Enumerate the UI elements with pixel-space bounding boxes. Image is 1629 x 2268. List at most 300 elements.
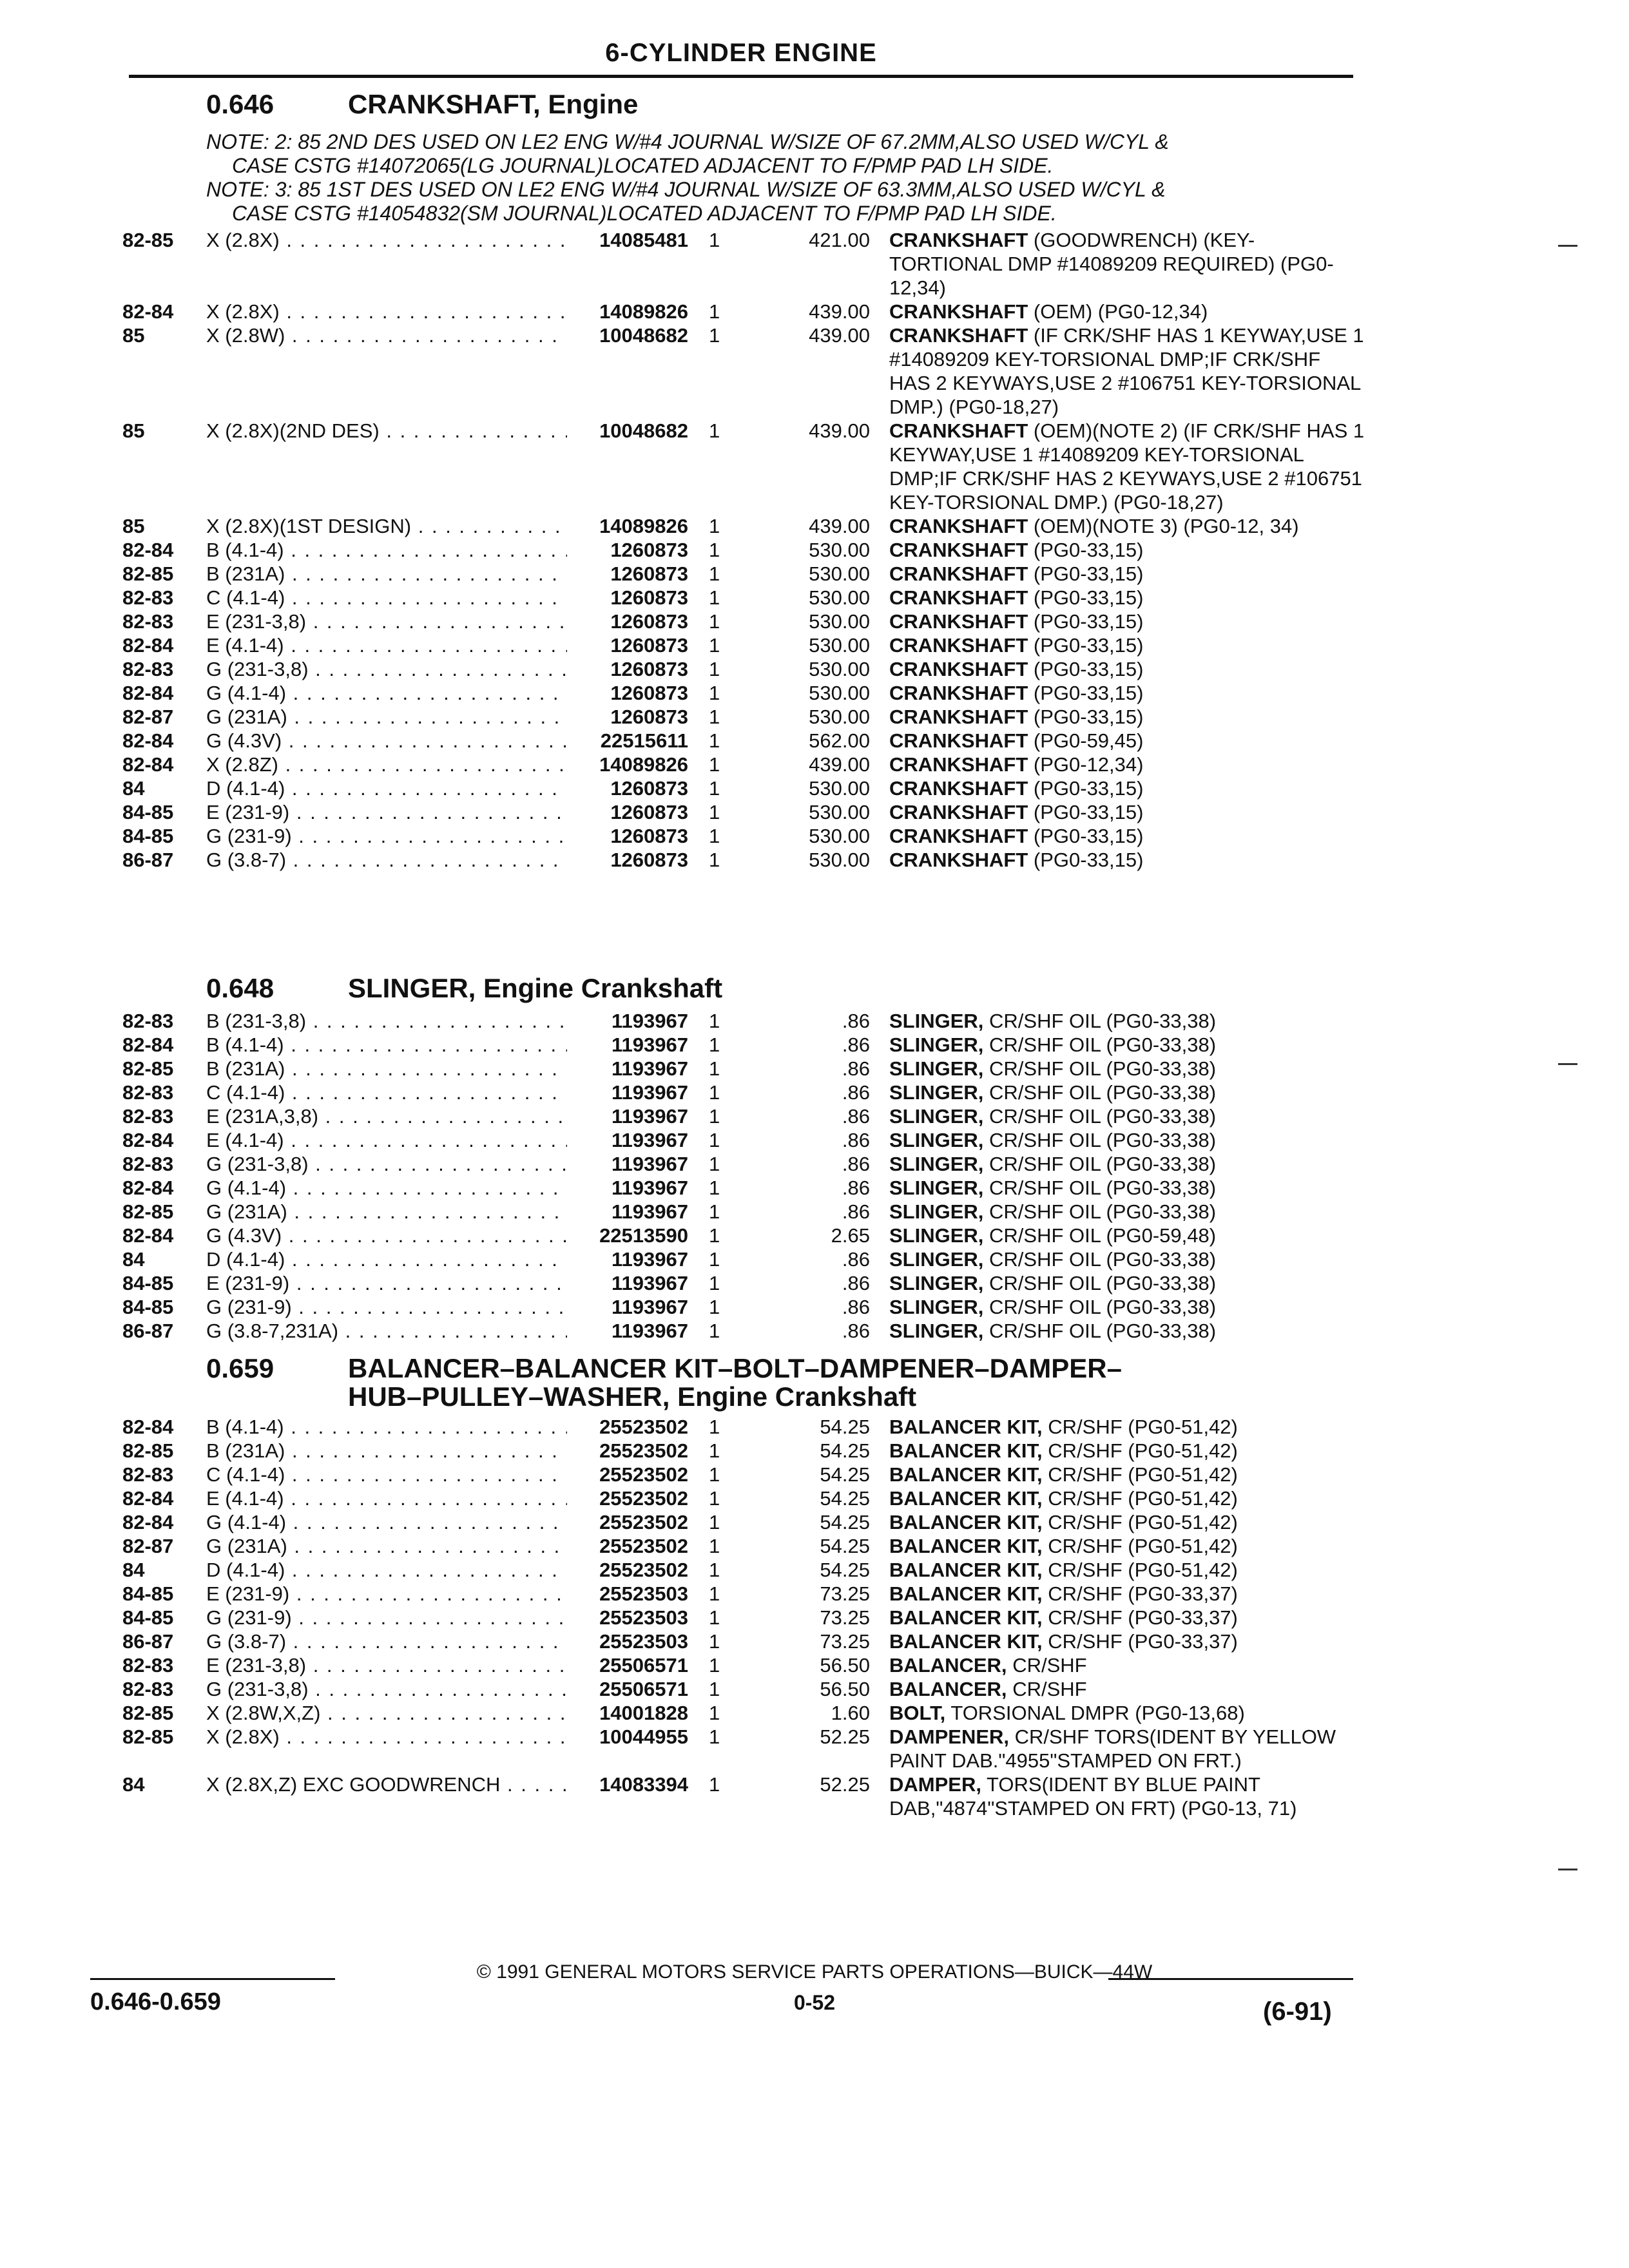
- quantity: 1: [709, 634, 720, 657]
- model-code-text: G (231-3,8) . . .: [206, 1153, 631, 1175]
- model-years: 86-87: [122, 1320, 174, 1342]
- part-description: [889, 1081, 1366, 1104]
- part-description: [889, 824, 1366, 848]
- part-number: 1260873: [567, 705, 688, 729]
- quantity: 1: [709, 1773, 720, 1796]
- parts-table: [77, 228, 1379, 872]
- table-row: [77, 1033, 1379, 1057]
- price: 439.00: [809, 419, 870, 442]
- quantity: 1: [709, 1081, 720, 1104]
- quantity: 1: [709, 539, 720, 561]
- table-row: [77, 1295, 1379, 1319]
- quantity: 1: [709, 1439, 720, 1462]
- quantity: 1: [709, 1296, 720, 1318]
- part-remarks: (PG0-33,15): [1033, 562, 1144, 585]
- price: .86: [842, 1320, 870, 1342]
- model-code-text: B (4.1-4) . . .: [206, 1033, 631, 1056]
- price: 562.00: [809, 729, 870, 752]
- part-description: [889, 1033, 1366, 1057]
- part-description: [889, 1295, 1366, 1319]
- table-row: [77, 729, 1379, 753]
- header-rule: [129, 75, 1353, 78]
- quantity: 1: [709, 1654, 720, 1677]
- part-number: 1193967: [567, 1200, 688, 1224]
- quantity: 1: [709, 777, 720, 800]
- part-description: [889, 323, 1366, 419]
- part-remarks: (PG0-12,34): [1033, 753, 1144, 776]
- price: 73.25: [820, 1582, 870, 1605]
- model-code-text: E (4.1-4) . . .: [206, 1129, 631, 1151]
- footer-page-number: 0-52: [793, 1991, 836, 2014]
- table-row: [77, 1677, 1379, 1701]
- quantity: 1: [709, 1725, 720, 1748]
- table-row: [77, 1534, 1379, 1558]
- model-years: 82-87: [122, 706, 174, 728]
- part-description: [889, 1439, 1366, 1463]
- part-number: 25523503: [567, 1606, 688, 1629]
- table-row: [77, 1224, 1379, 1247]
- model-years: 82-84: [122, 1129, 174, 1151]
- part-remarks: TORSIONAL DMPR (PG0-13,68): [950, 1702, 1245, 1724]
- model-years: 82-84: [122, 539, 174, 561]
- quantity: 1: [709, 562, 720, 585]
- table-row: [77, 1057, 1379, 1081]
- model-code-text: X (2.8X,Z) EXC GOODWRENCH . . .: [206, 1773, 631, 1796]
- model-code-text: E (231-9) . . .: [206, 1582, 631, 1605]
- table-row: [77, 1200, 1379, 1224]
- model-years: 86-87: [122, 849, 174, 871]
- price: .86: [842, 1153, 870, 1175]
- part-number: 1193967: [567, 1247, 688, 1271]
- price: 530.00: [809, 801, 870, 823]
- model-code-text: G (231-9) . . .: [206, 825, 631, 847]
- model-code-text: C (4.1-4) . . .: [206, 1463, 631, 1486]
- part-remarks: CR/SHF OIL (PG0-33,38): [989, 1153, 1217, 1175]
- part-description: [889, 1463, 1366, 1486]
- part-description: [889, 1152, 1366, 1176]
- price: 54.25: [820, 1487, 870, 1510]
- model-years: 82-85: [122, 1725, 174, 1748]
- table-row: [77, 753, 1379, 776]
- part-name: CRANKSHAFT: [889, 562, 1028, 585]
- table-row: [77, 1510, 1379, 1534]
- model-code-text: B (231A) . . .: [206, 1057, 631, 1080]
- quantity: 1: [709, 1630, 720, 1653]
- model-years: 86-87: [122, 1630, 174, 1653]
- model-years: 82-87: [122, 1535, 174, 1557]
- part-number: 1193967: [567, 1152, 688, 1176]
- price: 530.00: [809, 682, 870, 704]
- part-number: 1193967: [567, 1009, 688, 1033]
- price: 54.25: [820, 1463, 870, 1486]
- part-name: CRANKSHAFT: [889, 539, 1028, 561]
- footer-range: 0.646-0.659: [90, 1988, 221, 2015]
- quantity: 1: [709, 610, 720, 633]
- price: 530.00: [809, 586, 870, 609]
- part-number: 14089826: [567, 753, 688, 776]
- part-description: [889, 1486, 1366, 1510]
- part-description: [889, 1606, 1366, 1629]
- model-code-text: E (231-9) . . .: [206, 1272, 631, 1294]
- part-number: 22513590: [567, 1224, 688, 1247]
- part-name: BALANCER KIT,: [889, 1535, 1043, 1557]
- model-code-text: B (231-3,8) . . .: [206, 1010, 631, 1032]
- table-row: [77, 228, 1379, 300]
- part-name: BALANCER KIT,: [889, 1439, 1043, 1462]
- price: 530.00: [809, 849, 870, 871]
- table-row: [77, 514, 1379, 538]
- price: .86: [842, 1177, 870, 1199]
- part-description: [889, 1653, 1366, 1677]
- part-name: BALANCER KIT,: [889, 1559, 1043, 1581]
- section-balancer: [77, 1353, 1379, 1820]
- part-remarks: (PG0-33,15): [1033, 849, 1144, 871]
- quantity: 1: [709, 1224, 720, 1247]
- part-name: DAMPENER,: [889, 1725, 1010, 1748]
- quantity: 1: [709, 801, 720, 823]
- part-name: CRANKSHAFT: [889, 324, 1028, 347]
- part-remarks: CR/SHF OIL (PG0-33,38): [989, 1320, 1217, 1342]
- table-row: [77, 1606, 1379, 1629]
- part-description: [889, 1510, 1366, 1534]
- note-line: NOTE: 3: 85 1ST DES USED ON LE2 ENG W/#4 JOURNAL W/SIZE OF 63.3MM,ALSO USED W/CYL &: [206, 178, 1166, 201]
- part-number: 14083394: [567, 1773, 688, 1796]
- table-row: [77, 1582, 1379, 1606]
- margin-mark: [1558, 245, 1577, 247]
- price: .86: [842, 1033, 870, 1056]
- part-name: SLINGER,: [889, 1320, 984, 1342]
- quantity: 1: [709, 1678, 720, 1700]
- table-row: [77, 1701, 1379, 1725]
- part-remarks: (PG0-33,15): [1033, 777, 1144, 800]
- model-code-text: G (3.8-7) . . .: [206, 1630, 631, 1653]
- part-number: 1260873: [567, 657, 688, 681]
- part-name: BALANCER KIT,: [889, 1582, 1043, 1605]
- section-slinger: [77, 973, 1379, 1343]
- part-name: BALANCER KIT,: [889, 1463, 1043, 1486]
- model-years: 84: [122, 1248, 145, 1271]
- part-remarks: (OEM) (PG0-12,34): [1033, 300, 1208, 323]
- part-number: 1260873: [567, 800, 688, 824]
- note-line: CASE CSTG #14054832(SM JOURNAL)LOCATED ADJACENT TO F/PMP PAD LH SIDE.: [232, 202, 1057, 225]
- part-description: [889, 562, 1366, 586]
- model-code-text: D (4.1-4) . . .: [206, 1559, 631, 1581]
- part-description: [889, 776, 1366, 800]
- quantity: 1: [709, 825, 720, 847]
- table-row: [77, 1128, 1379, 1152]
- part-remarks: (GOODWRENCH) (KEY-TORTIONAL DMP #14089209 REQUIRED) (PG0-12,34): [889, 229, 1334, 299]
- part-name: DAMPER,: [889, 1773, 981, 1796]
- section-number: 0.646: [206, 89, 275, 119]
- model-years: 82-84: [122, 1224, 174, 1247]
- part-number: 14089826: [567, 514, 688, 538]
- part-remarks: CR/SHF (PG0-33,37): [1048, 1630, 1238, 1653]
- part-name: BALANCER,: [889, 1678, 1007, 1700]
- part-number: 1260873: [567, 610, 688, 633]
- part-name: SLINGER,: [889, 1296, 984, 1318]
- part-remarks: CR/SHF OIL (PG0-33,38): [989, 1057, 1217, 1080]
- part-description: [889, 538, 1366, 562]
- quantity: 1: [709, 753, 720, 776]
- part-remarks: CR/SHF OIL (PG0-33,38): [989, 1248, 1217, 1271]
- model-years: 82-84: [122, 1177, 174, 1199]
- model-code-text: C (4.1-4) . . .: [206, 1081, 631, 1104]
- note-line: CASE CSTG #14072065(LG JOURNAL)LOCATED ADJACENT TO F/PMP PAD LH SIDE.: [232, 154, 1054, 177]
- part-name: SLINGER,: [889, 1057, 984, 1080]
- part-description: [889, 1773, 1366, 1820]
- table-row: [77, 1486, 1379, 1510]
- quantity: 1: [709, 1582, 720, 1605]
- part-number: 10048682: [567, 323, 688, 347]
- model-years: 82-85: [122, 1702, 174, 1724]
- part-remarks: CR/SHF OIL (PG0-33,38): [989, 1129, 1217, 1151]
- part-name: CRANKSHAFT: [889, 801, 1028, 823]
- table-row: [77, 1152, 1379, 1176]
- part-description: [889, 1677, 1366, 1701]
- part-number: 1260873: [567, 824, 688, 848]
- part-number: 1260873: [567, 538, 688, 562]
- section-title-continued: HUB–PULLEY–WASHER, Engine Crankshaft: [348, 1381, 917, 1412]
- part-name: CRANKSHAFT: [889, 777, 1028, 800]
- model-code-text: X (2.8W,X,Z) . . .: [206, 1702, 631, 1724]
- quantity: 1: [709, 1105, 720, 1128]
- price: 54.25: [820, 1439, 870, 1462]
- part-number: 10048682: [567, 419, 688, 443]
- part-name: SLINGER,: [889, 1129, 984, 1151]
- model-code-text: E (231-9) . . .: [206, 801, 631, 823]
- part-number: 25523502: [567, 1439, 688, 1463]
- table-row: [77, 1081, 1379, 1104]
- part-description: [889, 586, 1366, 610]
- part-number: 1193967: [567, 1319, 688, 1343]
- price: .86: [842, 1248, 870, 1271]
- part-number: 10044955: [567, 1725, 688, 1749]
- quantity: 1: [709, 1248, 720, 1271]
- model-years: 85: [122, 515, 145, 537]
- part-name: BALANCER KIT,: [889, 1630, 1043, 1653]
- model-code-text: G (231-3,8) . . .: [206, 1678, 631, 1700]
- table-row: [77, 610, 1379, 633]
- part-description: [889, 1582, 1366, 1606]
- part-description: [889, 419, 1366, 514]
- part-remarks: CR/SHF (PG0-51,42): [1048, 1559, 1238, 1581]
- part-remarks: (PG0-33,15): [1033, 610, 1144, 633]
- quantity: 1: [709, 1272, 720, 1294]
- price: 52.25: [820, 1725, 870, 1748]
- part-description: [889, 1534, 1366, 1558]
- part-description: [889, 228, 1366, 300]
- part-name: SLINGER,: [889, 1248, 984, 1271]
- model-code-text: G (4.1-4) . . .: [206, 1177, 631, 1199]
- model-code-text: G (231A) . . .: [206, 1535, 631, 1557]
- table-row: [77, 800, 1379, 824]
- price: 439.00: [809, 300, 870, 323]
- model-years: 82-84: [122, 729, 174, 752]
- price: 1.60: [831, 1702, 870, 1724]
- price: 530.00: [809, 658, 870, 680]
- section-notes: [206, 130, 1379, 226]
- model-years: 82-84: [122, 1487, 174, 1510]
- model-years: 82-83: [122, 586, 174, 609]
- part-remarks: (PG0-33,15): [1033, 706, 1144, 728]
- part-remarks: CR/SHF (PG0-51,42): [1048, 1487, 1238, 1510]
- model-code-text: G (4.1-4) . . .: [206, 1511, 631, 1533]
- model-code-text: G (3.8-7) . . .: [206, 849, 631, 871]
- part-remarks: (PG0-33,15): [1033, 634, 1144, 657]
- part-description: [889, 753, 1366, 776]
- part-remarks: CR/SHF OIL (PG0-33,38): [989, 1033, 1217, 1056]
- model-code-text: G (4.1-4) . . .: [206, 682, 631, 704]
- part-description: [889, 1701, 1366, 1725]
- price: .86: [842, 1057, 870, 1080]
- part-name: SLINGER,: [889, 1272, 984, 1294]
- part-number: 25523503: [567, 1582, 688, 1606]
- part-number: 25506571: [567, 1653, 688, 1677]
- table-row: [77, 323, 1379, 419]
- model-years: 82-85: [122, 562, 174, 585]
- model-years: 82-83: [122, 1678, 174, 1700]
- model-code-text: X (2.8X)(2ND DES) . . .: [206, 419, 631, 442]
- part-remarks: (PG0-33,15): [1033, 682, 1144, 704]
- part-name: BALANCER KIT,: [889, 1487, 1043, 1510]
- table-row: [77, 562, 1379, 586]
- model-code-text: B (4.1-4) . . .: [206, 539, 631, 561]
- part-remarks: CR/SHF OIL (PG0-33,38): [989, 1177, 1217, 1199]
- part-number: 25523502: [567, 1463, 688, 1486]
- table-row: [77, 1463, 1379, 1486]
- part-remarks: CR/SHF OIL (PG0-33,38): [989, 1200, 1217, 1223]
- price: 421.00: [809, 229, 870, 251]
- part-name: BOLT,: [889, 1702, 946, 1724]
- part-number: 1260873: [567, 776, 688, 800]
- table-row: [77, 1653, 1379, 1677]
- model-code-text: G (4.3V) . . .: [206, 1224, 631, 1247]
- model-years: 84-85: [122, 1296, 174, 1318]
- quantity: 1: [709, 1320, 720, 1342]
- part-number: 1193967: [567, 1104, 688, 1128]
- note-line: NOTE: 2: 85 2ND DES USED ON LE2 ENG W/#4 JOURNAL W/SIZE OF 67.2MM,ALSO USED W/CYL &: [206, 130, 1169, 153]
- page-title: 6-CYLINDER ENGINE: [605, 39, 877, 67]
- part-description: [889, 848, 1366, 872]
- model-years: 82-84: [122, 682, 174, 704]
- part-name: CRANKSHAFT: [889, 849, 1028, 871]
- model-code-text: G (4.3V) . . .: [206, 729, 631, 752]
- quantity: 1: [709, 1057, 720, 1080]
- part-name: CRANKSHAFT: [889, 515, 1028, 537]
- part-number: 25523502: [567, 1415, 688, 1439]
- table-row: [77, 657, 1379, 681]
- section-title: BALANCER–BALANCER KIT–BOLT–DAMPENER–DAMPER–: [348, 1353, 1122, 1383]
- model-code-text: G (3.8-7,231A) . . .: [206, 1320, 631, 1342]
- part-name: CRANKSHAFT: [889, 229, 1028, 251]
- quantity: 1: [709, 1153, 720, 1175]
- model-years: 82-83: [122, 1105, 174, 1128]
- model-code-text: G (231-9) . . .: [206, 1296, 631, 1318]
- model-years: 82-84: [122, 753, 174, 776]
- quantity: 1: [709, 1416, 720, 1438]
- table-row: [77, 538, 1379, 562]
- price: 54.25: [820, 1511, 870, 1533]
- quantity: 1: [709, 1129, 720, 1151]
- price: 439.00: [809, 324, 870, 347]
- table-row: [77, 1558, 1379, 1582]
- price: 530.00: [809, 825, 870, 847]
- part-number: 1193967: [567, 1033, 688, 1057]
- part-name: CRANKSHAFT: [889, 586, 1028, 609]
- part-description: [889, 514, 1366, 538]
- model-code-text: D (4.1-4) . . .: [206, 1248, 631, 1271]
- model-years: 82-85: [122, 229, 174, 251]
- part-remarks: CR/SHF (PG0-51,42): [1048, 1535, 1238, 1557]
- part-remarks: (PG0-33,15): [1033, 801, 1144, 823]
- model-years: 82-84: [122, 1033, 174, 1056]
- model-years: 82-84: [122, 300, 174, 323]
- model-years: 84: [122, 1773, 145, 1796]
- quantity: 1: [709, 324, 720, 347]
- price: 530.00: [809, 539, 870, 561]
- model-code-text: X (2.8X)(1ST DESIGN) . . .: [206, 515, 631, 537]
- part-description: [889, 1725, 1366, 1773]
- part-remarks: CR/SHF (PG0-33,37): [1048, 1606, 1238, 1629]
- part-name: CRANKSHAFT: [889, 706, 1028, 728]
- model-years: 82-83: [122, 1081, 174, 1104]
- table-row: [77, 1629, 1379, 1653]
- model-years: 82-84: [122, 1511, 174, 1533]
- quantity: 1: [709, 1200, 720, 1223]
- model-code-text: G (231A) . . .: [206, 1200, 631, 1223]
- part-number: 14085481: [567, 228, 688, 252]
- part-remarks: (PG0-59,45): [1033, 729, 1144, 752]
- quantity: 1: [709, 229, 720, 251]
- model-years: 84-85: [122, 1582, 174, 1605]
- model-years: 82-85: [122, 1200, 174, 1223]
- quantity: 1: [709, 1559, 720, 1581]
- table-row: [77, 1415, 1379, 1439]
- part-description: [889, 1247, 1366, 1271]
- quantity: 1: [709, 1033, 720, 1056]
- part-name: SLINGER,: [889, 1153, 984, 1175]
- quantity: 1: [709, 658, 720, 680]
- part-name: SLINGER,: [889, 1200, 984, 1223]
- part-description: [889, 300, 1366, 323]
- footer-copyright: © 1991 GENERAL MOTORS SERVICE PARTS OPERATIONS—BUICK—44W: [476, 1961, 1153, 1983]
- part-name: CRANKSHAFT: [889, 634, 1028, 657]
- part-description: [889, 1271, 1366, 1295]
- model-years: 82-85: [122, 1439, 174, 1462]
- quantity: 1: [709, 1535, 720, 1557]
- part-name: BALANCER KIT,: [889, 1511, 1043, 1533]
- quantity: 1: [709, 1463, 720, 1486]
- part-remarks: CR/SHF (PG0-33,37): [1048, 1582, 1238, 1605]
- model-years: 82-85: [122, 1057, 174, 1080]
- part-description: [889, 1176, 1366, 1200]
- price: 530.00: [809, 634, 870, 657]
- part-remarks: (PG0-33,15): [1033, 539, 1144, 561]
- quantity: 1: [709, 1177, 720, 1199]
- part-number: 1260873: [567, 586, 688, 610]
- model-code-text: X (2.8X) . . .: [206, 1725, 631, 1748]
- section-crankshaft: [77, 89, 1379, 872]
- model-years: 82-84: [122, 634, 174, 657]
- part-name: SLINGER,: [889, 1081, 984, 1104]
- table-row: [77, 776, 1379, 800]
- price: 52.25: [820, 1773, 870, 1796]
- part-number: 25506571: [567, 1677, 688, 1701]
- part-remarks: CR/SHF (PG0-51,42): [1048, 1416, 1238, 1438]
- part-number: 1193967: [567, 1081, 688, 1104]
- table-row: [77, 824, 1379, 848]
- model-years: 82-83: [122, 658, 174, 680]
